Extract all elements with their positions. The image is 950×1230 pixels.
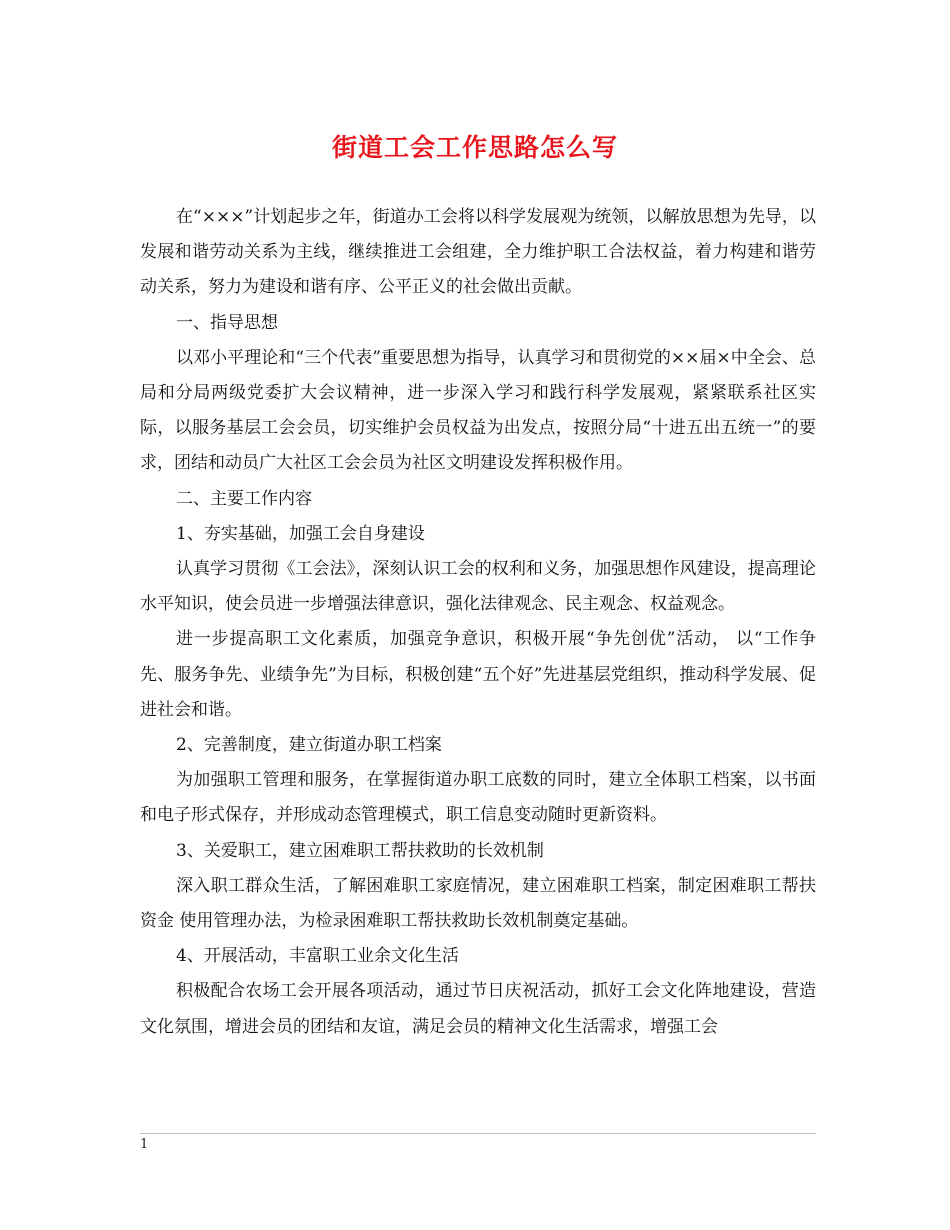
subheading-care-workers: 3、关爱职工，建立困难职工帮扶救助的长效机制 — [176, 840, 544, 861]
paragraph-competition: 进一步提高职工文化素质，加强竞争意识，积极开展“争先创优”活动， 以“工作争先、服务争先、业绩争先”为目标，积极创建“五个好”先进基层党组织，推动科学发展、促进社会和谐。 — [140, 629, 816, 720]
paragraph-intro: 在“×××”计划起步之年，街道办工会将以科学发展观为统领，以解放思想为先导，以发展和谐劳动关系为主线，继续推进工会组建，全力维护职工合法权益，着力构建和谐劳动关系，努力为建设和谐有序、公平正义的社会做出贡献。 — [140, 207, 816, 298]
footer-rule — [140, 1133, 816, 1135]
section-heading-guiding-thought: 一、指导思想 — [176, 312, 278, 333]
subheading-activities: 4、开展活动，丰富职工业余文化生活 — [176, 946, 459, 967]
subheading-strengthen-union: 1、夯实基础，加强工会自身建设 — [176, 523, 425, 544]
paragraph-worker-archives: 为加强职工管理和服务，在掌握街道办职工底数的同时，建立全体职工档案，以书面和电子形式保存，并形成动态管理模式，职工信息变动随时更新资料。 — [140, 770, 816, 826]
subheading-worker-archives: 2、完善制度，建立街道办职工档案 — [176, 735, 442, 756]
document-title: 街道工会工作思路怎么写 — [331, 133, 618, 162]
paragraph-union-law: 认真学习贯彻《工会法》，深刻认识工会的权利和义务，加强思想作风建设，提高理论水平知识，使会员进一步增强法律意识，强化法律观念、民主观念、权益观念。 — [140, 559, 816, 615]
paragraph-care-workers: 深入职工群众生活，了解困难职工家庭情况，建立困难职工档案，制定困难职工帮扶资金 使用管理办法，为检录困难职工帮扶救助长效机制奠定基础。 — [140, 875, 816, 932]
section-heading-main-work: 二、主要工作内容 — [176, 488, 312, 509]
page-number: 1 — [140, 1137, 149, 1152]
paragraph-activities: 积极配合农场工会开展各项活动，通过节日庆祝活动，抓好工会文化阵地建设，营造文化氛围，增进会员的团结和友谊，满足会员的精神文化生活需求，增强工会 — [140, 981, 816, 1037]
document-body — [140, 200, 816, 1045]
paragraph-guiding-thought: 以邓小平理论和“三个代表”重要思想为指导，认真学习和贯彻党的××届×中全会、总局和分局两级党委扩大会议精神，进一步深入学习和践行科学发展观，紧紧联系社区实际，以服务基层工会会员，切实维护会员权益为出发点，按照分局“十进五出五统一”的要求，团结和动员广大社区工会会员为社区文明建设发挥积极作用。 — [140, 347, 816, 474]
